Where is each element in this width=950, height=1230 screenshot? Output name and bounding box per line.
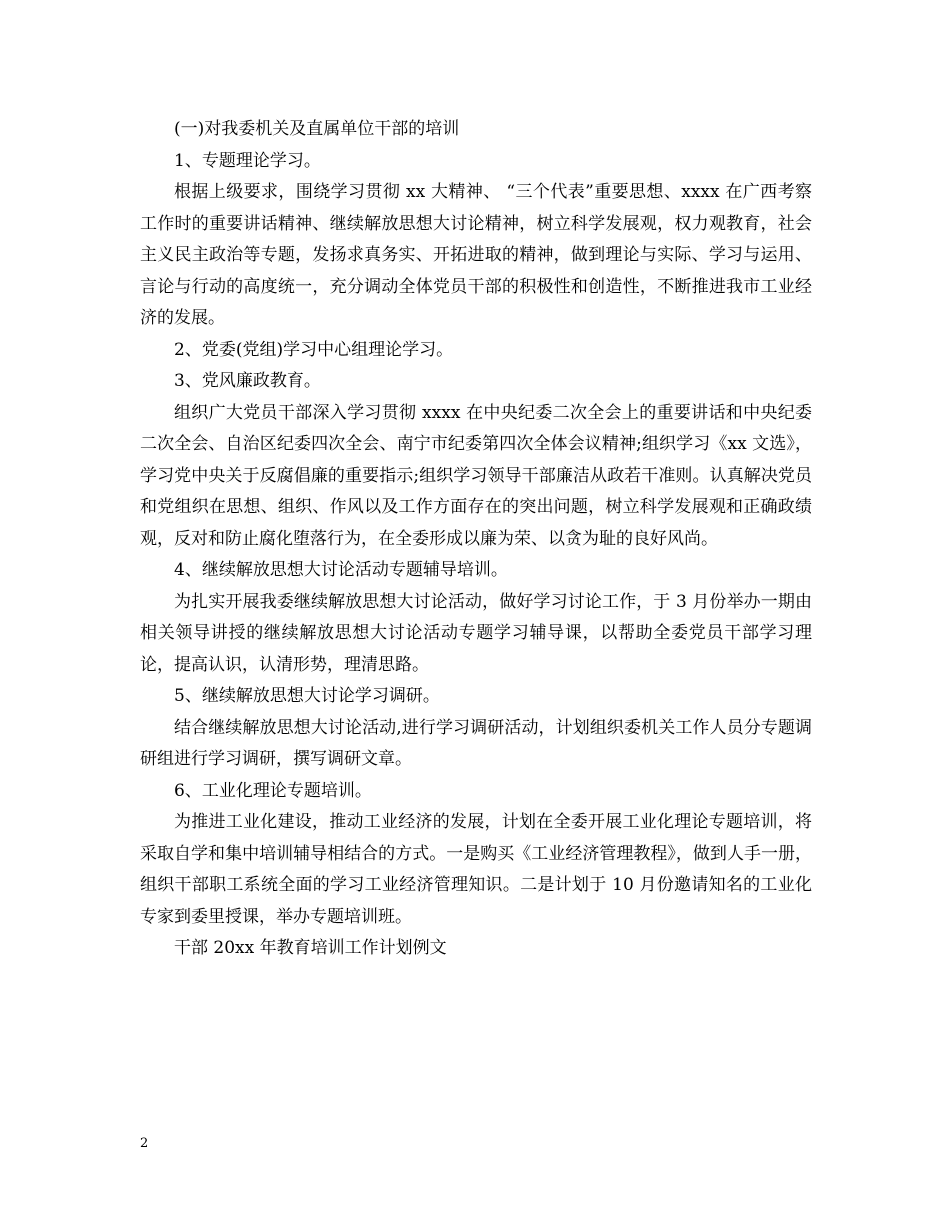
- paragraph-3: 组织广大党员干部深入学习贯彻 xxxx 在中央纪委二次全会上的重要讲话和中央纪委二次全会、自治区纪委四次全会、南宁市纪委第四次全体会议精神;组织学习《xx 文选》，学习党中央关于反腐倡廉的重要指示;组织学习领导干部廉洁从政若干准则。认真解决党员和党组织在思想、组织、作风以及工作方面存在的突出问题，树立科学发展观和正确政绩观，反对和防止腐化堕落行为，在全委形成以廉为荣、以贪为耻的良好风尚。: [140, 402, 812, 549]
- section-heading: (一)对我委机关及直属单位干部的培训: [174, 119, 460, 139]
- item-heading-6: 6、工业化理论专题培训。: [174, 780, 372, 801]
- document-body: [140, 114, 812, 965]
- item-heading-3: 3、党风廉政教育。: [174, 371, 321, 391]
- item-heading-4: 4、继续解放思想大讨论活动专题辅导培训。: [174, 560, 508, 580]
- item-heading-1: 1、专题理论学习。: [174, 150, 321, 171]
- paragraph-5: 结合继续解放思想大讨论活动,进行学习调研活动，计划组织委机关工作人员分专题调研组进行学习调研，撰写调研文章。: [140, 717, 812, 769]
- paragraph-4: 为扎实开展我委继续解放思想大讨论活动，做好学习讨论工作，于 3 月份举办一期由相关领导讲授的继续解放思想大讨论活动专题学习辅导课，以帮助全委党员干部学习理论，提高认识，认清形势，理清思路。: [140, 591, 812, 675]
- paragraph-6: 为推进工业化建设，推动工业经济的发展，计划在全委开展工业化理论专题培训，将采取自学和集中培训辅导相结合的方式。一是购买《工业经济管理教程》，做到人手一册，组织干部职工系统全面的学习工业经济管理知识。二是计划于 10 月份邀请知名的工业化专家到委里授课，举办专题培训班。: [140, 812, 812, 927]
- closing-title: 干部 20xx 年教育培训工作计划例文: [174, 938, 447, 958]
- item-heading-2: 2、党委(党组)学习中心组理论学习。: [174, 339, 454, 360]
- paragraph-1: 根据上级要求，围绕学习贯彻 xx 大精神、 “三个代表”重要思想、xxxx 在广西考察工作时的重要讲话精神、继续解放思想大讨论精神，树立科学发展观，权力观教育，社会主义民主政治等专题，发扬求真务实、开拓进取的精神，做到理论与实际、学习与运用、言论与行动的高度统一，充分调动全体党员干部的积极性和创造性，不断推进我市工业经济的发展。: [140, 182, 812, 328]
- page-number: 2: [140, 1136, 149, 1151]
- item-heading-5: 5、继续解放思想大讨论学习调研。: [174, 686, 440, 706]
